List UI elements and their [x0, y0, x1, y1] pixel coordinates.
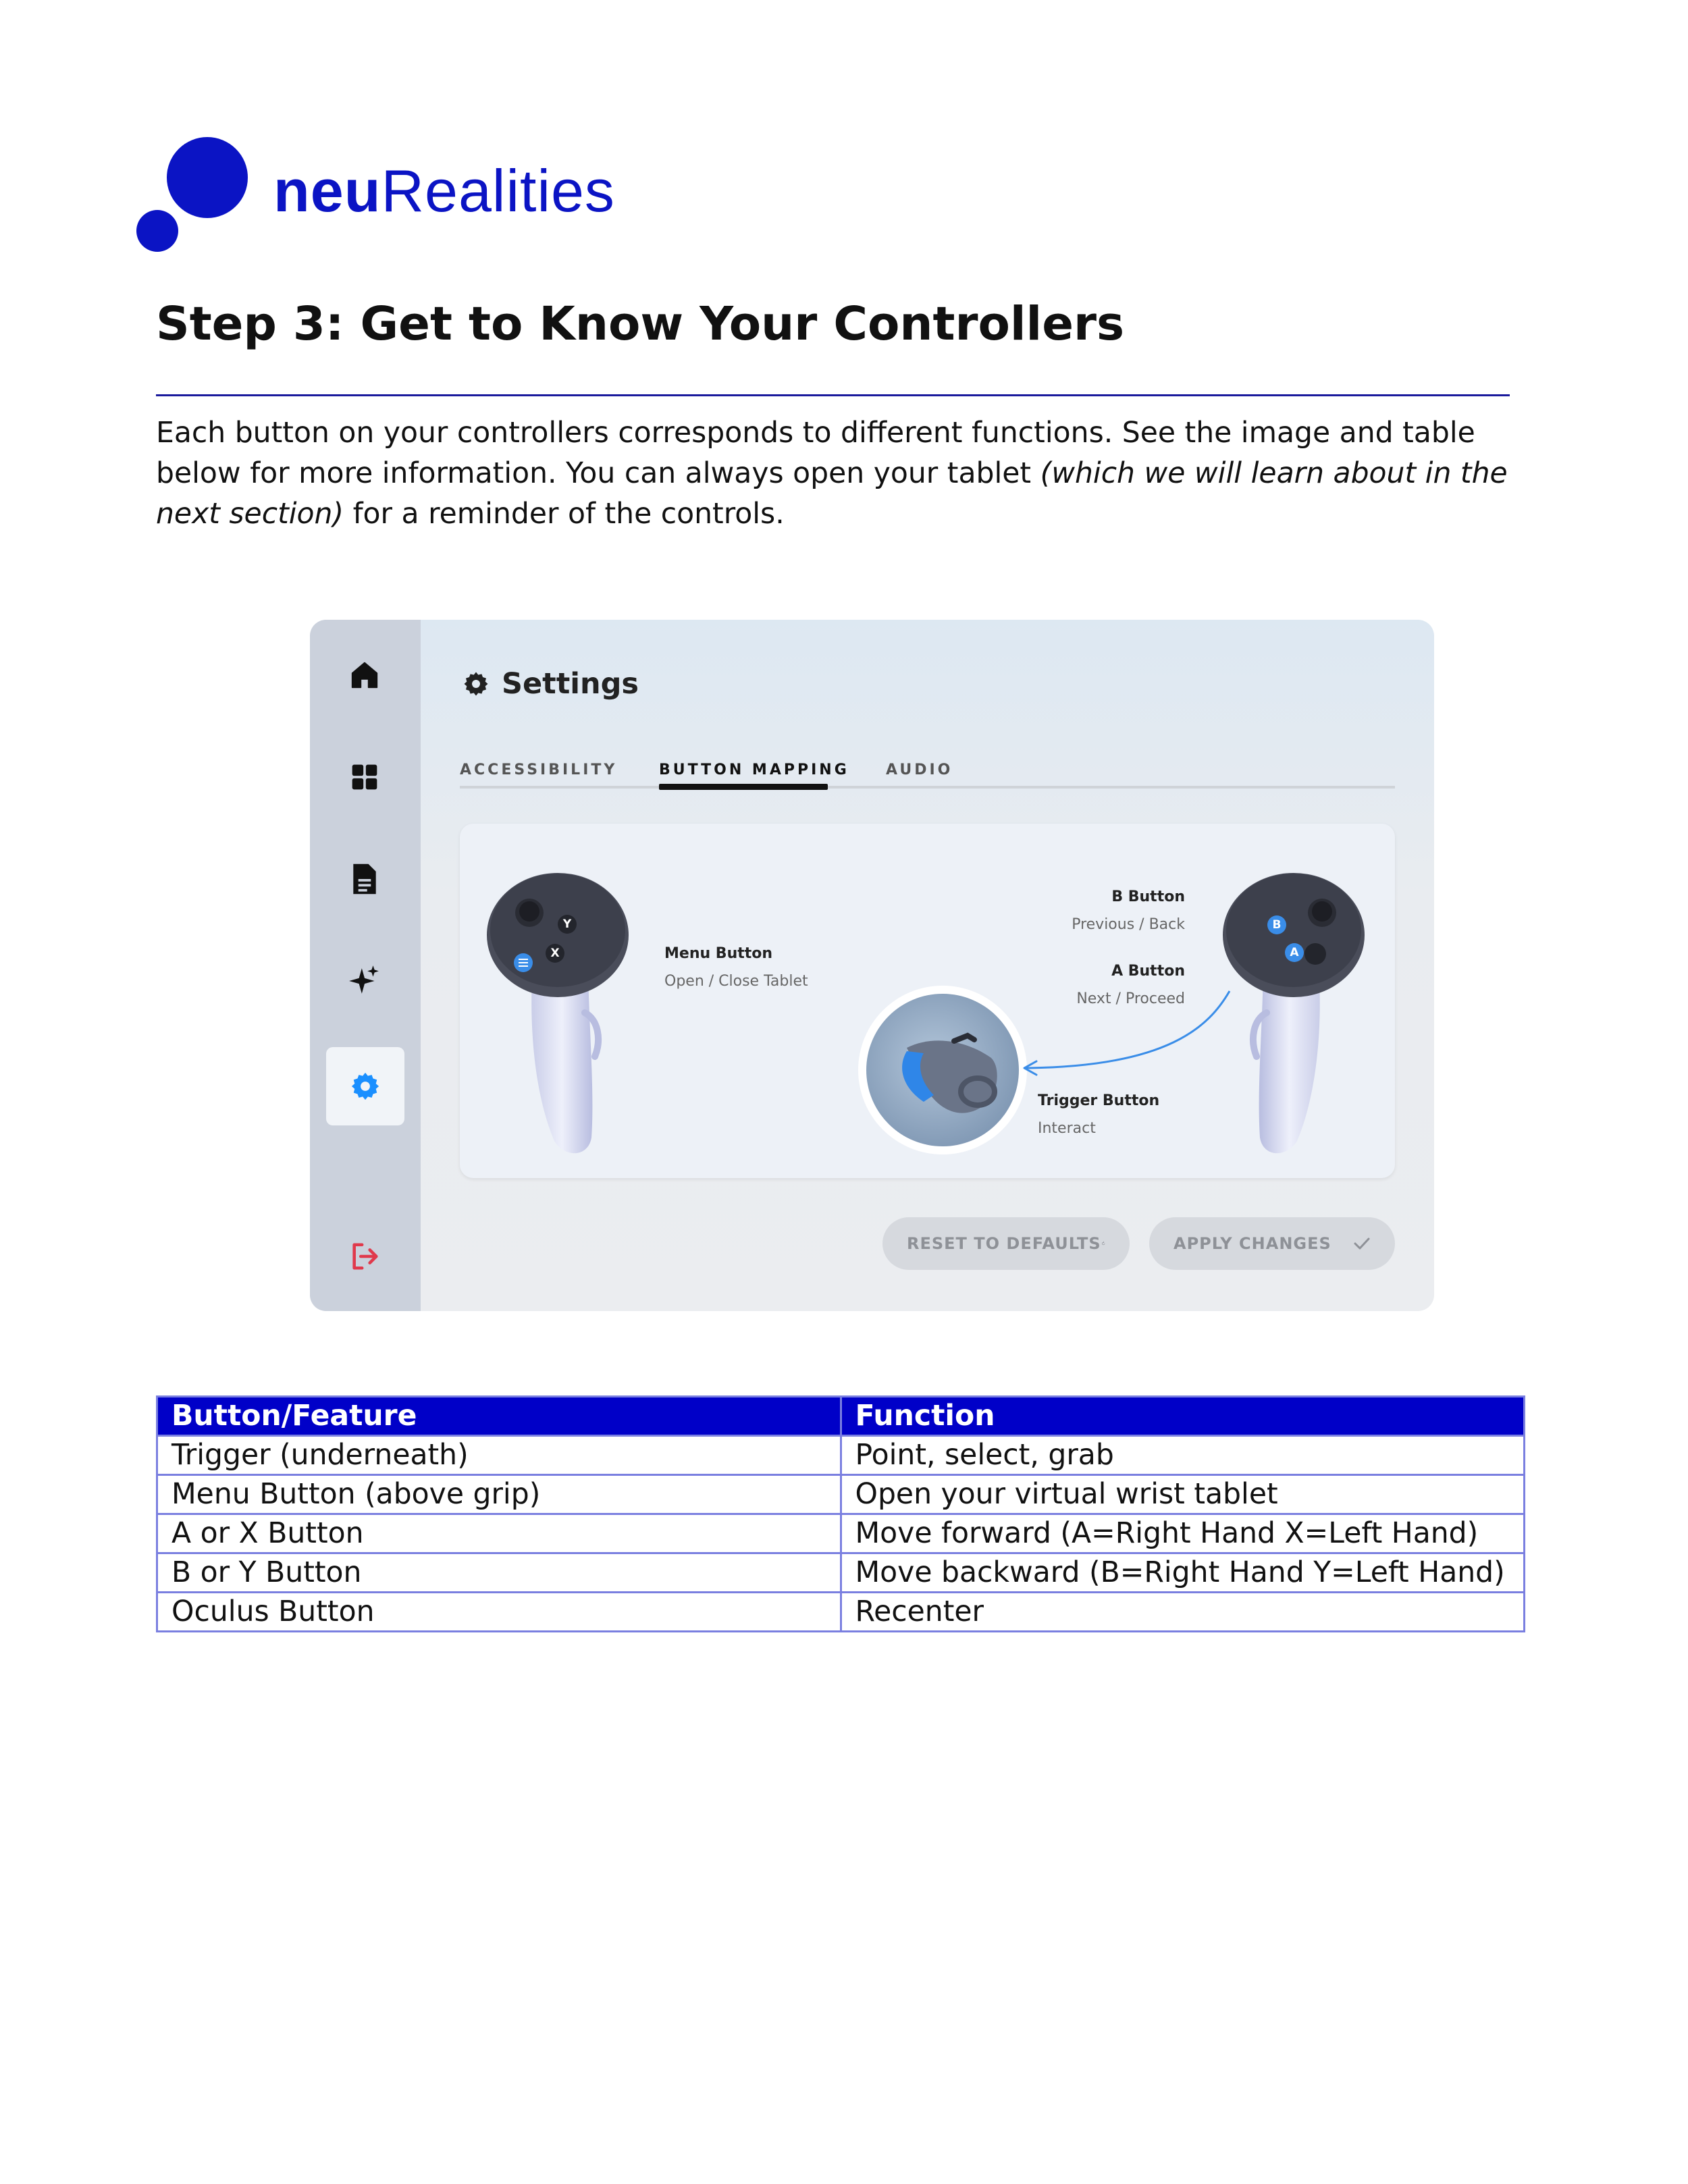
settings-screenshot: [310, 620, 1434, 1311]
reset-button-label: RESET TO DEFAULTS: [907, 1234, 1101, 1253]
left-controller-illustration: [487, 871, 649, 1154]
menu-button-icon: [514, 953, 533, 972]
table-cell: B or Y Button: [157, 1553, 841, 1593]
sidebar: [310, 620, 421, 1311]
reset-to-defaults-button[interactable]: [882, 1217, 1130, 1270]
y-button: Y: [558, 915, 577, 934]
table-cell: Trigger (underneath): [157, 1436, 841, 1475]
document-icon[interactable]: [338, 852, 392, 906]
b-button-description: Previous / Back: [1072, 916, 1185, 933]
table-cell: Move forward (A=Right Hand X=Left Hand): [841, 1514, 1525, 1553]
table-header-row: [157, 1397, 1525, 1436]
tab-underline: [460, 786, 1395, 789]
table-cell: Menu Button (above grip): [157, 1475, 841, 1514]
table-row: [157, 1475, 1525, 1514]
apply-button-label: APPLY CHANGES: [1173, 1234, 1331, 1253]
menu-button-description: Open / Close Tablet: [664, 973, 808, 990]
table-cell: Move backward (B=Right Hand Y=Left Hand): [841, 1553, 1525, 1593]
tab-button-mapping[interactable]: BUTTON MAPPING: [659, 762, 849, 778]
page-title: Step 3: Get to Know Your Controllers: [156, 297, 1125, 351]
sparkle-icon[interactable]: [338, 954, 392, 1008]
reset-icon: [1101, 1235, 1105, 1252]
check-icon: [1353, 1236, 1371, 1251]
table-cell: A or X Button: [157, 1514, 841, 1553]
controller-card: [460, 824, 1395, 1178]
tab-audio[interactable]: AUDIO: [886, 762, 953, 778]
settings-title: Settings: [463, 667, 639, 701]
a-button-label: A Button: [1111, 963, 1185, 980]
gear-icon: [463, 670, 490, 697]
a-button-description: Next / Proceed: [1076, 990, 1185, 1007]
trigger-button-description: Interact: [1038, 1120, 1096, 1137]
b-button-label: B Button: [1111, 888, 1185, 905]
logo-mark: [135, 135, 257, 257]
table-cell: Point, select, grab: [841, 1436, 1525, 1475]
heading-divider: [156, 394, 1510, 396]
table-cell: Open your virtual wrist tablet: [841, 1475, 1525, 1514]
table-row: [157, 1514, 1525, 1553]
table-row: [157, 1553, 1525, 1593]
trigger-illustration: [866, 994, 1019, 1146]
gear-icon[interactable]: [326, 1047, 404, 1125]
tab-accessibility[interactable]: ACCESSIBILITY: [460, 762, 618, 778]
b-button: B: [1267, 915, 1286, 934]
home-icon[interactable]: [338, 648, 392, 702]
logout-icon[interactable]: [338, 1229, 392, 1283]
a-button: A: [1285, 943, 1304, 962]
grid-icon[interactable]: [338, 750, 392, 804]
logo-wordmark: neuRealities: [273, 157, 615, 224]
apply-changes-button[interactable]: [1149, 1217, 1395, 1270]
trigger-arrow: [1013, 986, 1236, 1087]
table-cell: Oculus Button: [157, 1593, 841, 1632]
active-tab-indicator: [659, 784, 828, 790]
trigger-button-label: Trigger Button: [1038, 1092, 1160, 1109]
column-header: Button/Feature: [157, 1397, 841, 1436]
intro-paragraph: Each button on your controllers corresponds to different functions. See the image and table below for more information. You can always open your tablet (which we will learn about in the next section) for a reminder of the controls.: [156, 417, 1508, 531]
table-row: [157, 1436, 1525, 1475]
table-cell: Recenter: [841, 1593, 1525, 1632]
controls-table: [156, 1395, 1525, 1632]
table-row: [157, 1593, 1525, 1632]
column-header: Function: [841, 1397, 1525, 1436]
x-button: X: [546, 944, 564, 963]
menu-button-label: Menu Button: [664, 945, 773, 962]
